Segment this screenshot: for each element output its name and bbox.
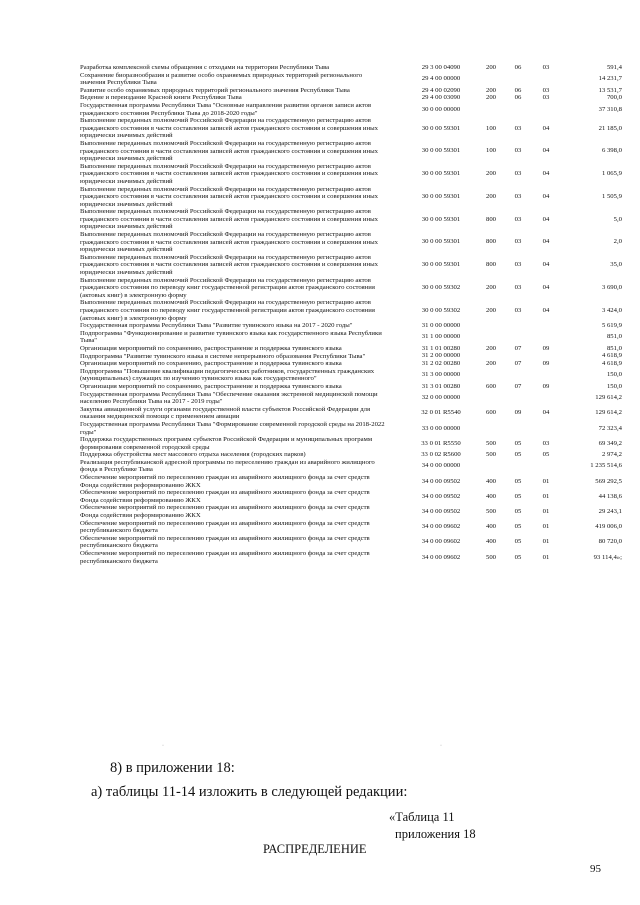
row-name: Организация мероприятий по сохранению, распространение и поддержка тувинского языка [80, 360, 342, 368]
section-cell: 03 [514, 215, 522, 223]
row-name: Обеспечение мероприятий по переселению граждан из аварийного жилищного фонда за счет средств республиканского бюджета [80, 519, 370, 535]
table-row [80, 504, 620, 519]
row-name: Выполнение переданных полномочий Российской Федерации на государственную регистрацию актов гражданского состояния в части составления записей актов гражданского состояния и совершения иных юридически значимых действий [80, 185, 378, 208]
row-name: Организация мероприятий по сохранению, распространение и поддержка тувинского языка [80, 344, 342, 352]
code-cell: 32 0 00 00000 [421, 394, 461, 402]
code-cell: 31 3 00 00000 [421, 371, 461, 379]
sum-cell: 1 235 514,6 [590, 462, 622, 470]
sum-cell: 3 690,0 [601, 284, 622, 292]
expense-type-cell: 400 [485, 492, 497, 500]
row-name: Развитие особо охраняемых природных территорий регионального значения Республики Тыва [80, 86, 350, 94]
sum-cell: 700,0 [606, 94, 622, 102]
code-cell: 30 0 00 59301 [421, 124, 461, 132]
sum-cell: 4 618,9 [601, 352, 622, 360]
table-row [80, 140, 620, 163]
code-cell: 30 0 00 59301 [421, 170, 461, 178]
row-name: Поддержка государственных программ субъектов Российской Федерации и муниципальных программ формирования современной городской среды [80, 436, 373, 451]
subsection-cell: 01 [542, 523, 550, 531]
table-row [80, 406, 620, 421]
sum-cell: 44 138,6 [598, 492, 622, 500]
code-cell: 31 3 01 00280 [421, 382, 461, 390]
expense-type-cell: 100 [485, 124, 497, 132]
code-cell: 29 4 00 03090 [421, 94, 461, 102]
sum-cell: 80 720,0 [598, 538, 622, 546]
section-cell: 07 [514, 382, 522, 390]
section-cell: 05 [514, 451, 522, 459]
section-cell: 05 [514, 439, 522, 447]
row-name: Подпрограмма "Повышение квалификации педагогических работников, государственных гражданских (муниципальных) служащих по изучению тувинского языка как государственного" [80, 367, 375, 383]
code-cell: 31 2 02 00280 [421, 359, 461, 367]
expense-type-cell: 400 [485, 477, 497, 485]
subsection-cell: 03 [542, 86, 550, 94]
row-name: Государственная программа Республики Тыва "Формирование современной городской среды на 2018-2022 годы" [80, 420, 385, 436]
code-cell: 30 0 00 59301 [421, 192, 461, 200]
budget-table [80, 64, 620, 565]
sum-cell: 93 114,4»; [593, 553, 622, 561]
subsection-cell: 04 [542, 147, 550, 155]
table-row [80, 489, 620, 504]
sum-cell: 150,0 [606, 371, 622, 379]
page-number: 95 [590, 863, 601, 875]
section-cell: 05 [514, 553, 522, 561]
table-row [80, 330, 620, 345]
expense-type-cell: 200 [485, 63, 497, 71]
table-row [80, 102, 620, 117]
row-name: Обеспечение мероприятий по переселению граждан из аварийного жилищного фонда за счет средств республиканского бюджета [80, 550, 370, 565]
subsection-cell: 09 [542, 382, 550, 390]
table-row [80, 94, 620, 102]
table-row [80, 360, 620, 368]
table-row [80, 163, 620, 186]
row-name: Выполнение переданных полномочий Российской Федерации на государственную регистрацию актов гражданского состояния в части составления записей актов гражданского состояния и совершения иных юридически значимых действий [80, 162, 378, 185]
code-cell: 31 1 01 00280 [421, 344, 461, 352]
sum-cell: 129 614,2 [595, 409, 622, 417]
code-cell: 29 3 00 04090 [421, 63, 461, 71]
section-heading: РАСПРЕДЕЛЕНИЕ [263, 842, 367, 856]
section-cell: 05 [514, 538, 522, 546]
section-cell: 05 [514, 492, 522, 500]
table-row [80, 421, 620, 436]
code-cell: 33 0 02 R5600 [421, 451, 461, 459]
expense-type-cell: 200 [485, 344, 497, 352]
section-cell: 03 [514, 306, 522, 314]
subsection-cell: 01 [542, 538, 550, 546]
code-cell: 29 4 00 00000 [421, 75, 461, 83]
subsection-cell: 01 [542, 492, 550, 500]
sum-cell: 5,0 [613, 215, 622, 223]
expense-type-cell: 600 [485, 382, 497, 390]
row-name: Выполнение переданных полномочий Российской Федерации на государственную регистрацию актов гражданского состояния в части составления записей актов гражданского состояния и совершения иных юридически значимых действий [80, 231, 378, 254]
table-row [80, 451, 620, 459]
table-row [80, 345, 620, 353]
code-cell: 30 0 00 59301 [421, 261, 461, 269]
code-cell: 30 0 00 59302 [421, 284, 461, 292]
section-cell: 03 [514, 147, 522, 155]
table-row [80, 368, 620, 383]
subsection-cell: 09 [542, 359, 550, 367]
table-row [80, 383, 620, 391]
row-name: Обеспечение мероприятий по переселению граждан из аварийного жилищного фонда за счет средств Фонда содействия реформированию ЖКХ [80, 489, 370, 504]
sum-cell: 419 006,0 [595, 523, 622, 531]
section-cell: 06 [514, 63, 522, 71]
code-cell: 31 0 00 00000 [421, 321, 461, 329]
sum-cell: 35,0 [610, 261, 622, 269]
sum-cell: 1 065,9 [601, 170, 622, 178]
sum-cell: 29 243,1 [598, 508, 622, 516]
row-name: Обеспечение мероприятий по переселению граждан из аварийного жилищного фонда за счет средств Фонда содействия реформированию ЖКХ [80, 474, 370, 489]
section-cell: 06 [514, 94, 522, 102]
paragraph-a: а) таблицы 11-14 изложить в следующей редакции: [91, 784, 408, 800]
code-cell: 30 0 00 59302 [421, 306, 461, 314]
code-cell: 34 0 00 09602 [421, 538, 461, 546]
row-name: Реализация республиканской адресной программы по переселению граждан из аварийного жилищного фонда в Республике Тыва [80, 458, 375, 474]
expense-type-cell: 200 [485, 170, 497, 178]
subsection-cell: 03 [542, 439, 550, 447]
subsection-cell: 04 [542, 124, 550, 132]
table-row [80, 186, 620, 209]
row-name: Выполнение переданных полномочий Российской Федерации на государственную регистрацию актов гражданского состояния в части составления записей актов гражданского состояния и совершения иных юридически значимых действий [80, 253, 378, 277]
section-cell: 03 [514, 192, 522, 200]
expense-type-cell: 500 [485, 553, 497, 561]
section-cell: 03 [514, 238, 522, 246]
subsection-cell: 01 [542, 553, 550, 561]
row-name: Выполнение переданных полномочий Российской Федерации на государственную регистрацию актов гражданского состояния в части составления записей актов гражданского состояния и совершения иных юридически значимых действий [80, 117, 378, 140]
expense-type-cell: 800 [485, 215, 497, 223]
row-name: Государственная программа Республики Тыва "Обеспечение оказания экстренной медицинской помощи населению Республики Тыва на 2017 - 2019 годы" [80, 390, 378, 406]
code-cell: 31 1 00 00000 [421, 333, 461, 341]
sum-cell: 6 398,0 [601, 147, 622, 155]
sum-cell: 13 531,7 [598, 86, 622, 94]
code-cell: 30 0 00 59301 [421, 147, 461, 155]
subsection-cell: 04 [542, 261, 550, 269]
table-row [80, 535, 620, 550]
row-name: Организация мероприятий по сохранению, распространение и поддержка тувинского языка [80, 382, 342, 390]
code-cell: 30 0 00 00000 [421, 105, 461, 113]
sum-cell: 591,4 [606, 63, 622, 71]
code-cell: 30 0 00 59301 [421, 215, 461, 223]
sum-cell: 150,0 [606, 382, 622, 390]
scan-mark: · [162, 743, 164, 749]
expense-type-cell: 400 [485, 538, 497, 546]
code-cell: 34 0 00 09502 [421, 477, 461, 485]
row-name: Выполнение переданных полномочий Российской Федерации на государственную регистрацию актов гражданского состояния в части составления записей актов гражданского состояния и совершения иных юридически значимых действий [80, 208, 378, 231]
expense-type-cell: 200 [485, 94, 497, 102]
row-name: Подпрограмма "Развитие тувинского языка в системе непрерывного образования Республики Тыва" [80, 352, 366, 360]
row-name: Обеспечение мероприятий по переселению граждан из аварийного жилищного фонда за счет средств Фонда содействия реформированию ЖКХ [80, 504, 370, 520]
expense-type-cell: 500 [485, 451, 497, 459]
row-name: Подпрограмма "Функционирование и развитие тувинского языка как государственного языка Республики Тыва" [80, 329, 382, 345]
sum-cell: 14 231,7 [598, 75, 622, 83]
row-name: Разработка комплексной схемы обращения с отходами на территории Республики Тыва [80, 64, 330, 71]
sum-cell: 1 505,9 [601, 192, 622, 200]
sum-cell: 2,0 [613, 238, 622, 246]
expense-type-cell: 200 [485, 86, 497, 94]
row-name: Государственная программа Республики Тыва "Развитие тувинского языка на 2017 - 2020 годы" [80, 322, 353, 330]
code-cell: 34 0 00 09602 [421, 523, 461, 531]
subsection-cell: 04 [542, 215, 550, 223]
sum-cell: 569 292,5 [595, 477, 622, 485]
row-name: Государственная программа Республики Тыва "Основные направления развития органов записи актов гражданского состояния Республики Тыва до 2018-2020 годы" [80, 101, 372, 117]
row-name: Закупка авиационной услуги органами государственной власти субъектов Российской Федерации для оказания медицинской помощи с применением авиации [80, 405, 371, 421]
table-row [80, 64, 620, 72]
paragraph-8: 8) в приложении 18: [110, 760, 235, 776]
expense-type-cell: 400 [485, 523, 497, 531]
sum-cell: 129 614,2 [595, 394, 622, 402]
sum-cell: 21 185,0 [598, 124, 622, 132]
table-row [80, 72, 620, 87]
table-row [80, 550, 620, 565]
row-name: Выполнение переданных полномочий Российской Федерации на государственную регистрацию актов гражданского состояния по переводу книг государственной регистрации актов гражданского состояния (актовых книг) в электронную форму [80, 276, 375, 299]
sum-cell: 2 974,2 [601, 451, 622, 459]
row-name: Выполнение переданных полномочий Российской Федерации на государственную регистрацию актов гражданского состояния по переводу книг государственной регистрации актов гражданского состояния (актовых книг) в электронную форму [80, 299, 375, 322]
expense-type-cell: 100 [485, 147, 497, 155]
subsection-cell: 04 [542, 238, 550, 246]
code-cell: 33 0 01 R5550 [421, 439, 461, 447]
subsection-cell: 03 [542, 63, 550, 71]
section-cell: 09 [514, 409, 522, 417]
sum-cell: 3 424,0 [601, 306, 622, 314]
table-row [80, 254, 620, 277]
table-row [80, 474, 620, 489]
section-cell: 03 [514, 170, 522, 178]
section-cell: 03 [514, 284, 522, 292]
code-cell: 33 0 00 00000 [421, 424, 461, 432]
subsection-cell: 03 [542, 94, 550, 102]
sum-cell: 69 349,2 [598, 439, 622, 447]
subsection-cell: 09 [542, 344, 550, 352]
expense-type-cell: 500 [485, 439, 497, 447]
table-row [80, 520, 620, 535]
table-ref-line2: приложения 18 [395, 827, 476, 841]
row-name: Сохранение биоразнообразия и развитие особо охраняемых природных территорий регионального значения Республики Тыва [80, 71, 363, 87]
sum-cell: 4 618,9 [601, 359, 622, 367]
expense-type-cell: 800 [485, 261, 497, 269]
subsection-cell: 01 [542, 477, 550, 485]
table-ref-line1: «Таблица 11 [389, 810, 455, 824]
table-row [80, 208, 620, 231]
section-cell: 05 [514, 523, 522, 531]
subsection-cell: 01 [542, 508, 550, 516]
table-row [80, 117, 620, 140]
expense-type-cell: 600 [485, 409, 497, 417]
table-row [80, 277, 620, 300]
subsection-cell: 04 [542, 170, 550, 178]
table-row [80, 391, 620, 406]
section-cell: 03 [514, 261, 522, 269]
code-cell: 31 2 00 00000 [421, 352, 461, 360]
code-cell: 34 0 00 09502 [421, 508, 461, 516]
table-row [80, 436, 620, 451]
section-cell: 05 [514, 508, 522, 516]
expense-type-cell: 200 [485, 284, 497, 292]
table-row [80, 322, 620, 330]
code-cell: 30 0 00 59301 [421, 238, 461, 246]
row-name: Выполнение переданных полномочий Российской Федерации на государственную регистрацию актов гражданского состояния в части составления записей актов гражданского состояния и совершения иных юридически значимых действий [80, 139, 378, 163]
expense-type-cell: 500 [485, 508, 497, 516]
expense-type-cell: 200 [485, 359, 497, 367]
expense-type-cell: 800 [485, 238, 497, 246]
expense-type-cell: 200 [485, 306, 497, 314]
row-name: Поддержка обустройства мест массового отдыха населения (городских парков) [80, 451, 306, 459]
subsection-cell: 04 [542, 409, 550, 417]
table-row [80, 299, 620, 322]
section-cell: 06 [514, 86, 522, 94]
sum-cell: 5 619,9 [601, 321, 622, 329]
sum-cell: 851,0 [606, 344, 622, 352]
row-name: Обеспечение мероприятий по переселению граждан из аварийного жилищного фонда за счет средств республиканского бюджета [80, 534, 370, 550]
subsection-cell: 04 [542, 192, 550, 200]
table-row [80, 231, 620, 254]
section-cell: 07 [514, 344, 522, 352]
code-cell: 34 0 00 09602 [421, 553, 461, 561]
section-cell: 07 [514, 359, 522, 367]
subsection-cell: 04 [542, 284, 550, 292]
section-cell: 05 [514, 477, 522, 485]
code-cell: 32 0 01 R5540 [421, 409, 461, 417]
expense-type-cell: 200 [485, 192, 497, 200]
code-cell: 34 0 00 09502 [421, 492, 461, 500]
sum-cell: 37 310,8 [598, 105, 622, 113]
sum-cell: 72 323,4 [598, 424, 622, 432]
row-name: Ведение и переиздание Красной книги Республики Тыва [80, 94, 242, 102]
subsection-cell: 04 [542, 306, 550, 314]
section-cell: 03 [514, 124, 522, 132]
code-cell: 34 0 00 00000 [421, 462, 461, 470]
sum-cell: 851,0 [606, 333, 622, 341]
scan-mark: · [440, 743, 442, 749]
subsection-cell: 05 [542, 451, 550, 459]
table-row [80, 459, 620, 474]
code-cell: 29 4 00 02090 [421, 86, 461, 94]
